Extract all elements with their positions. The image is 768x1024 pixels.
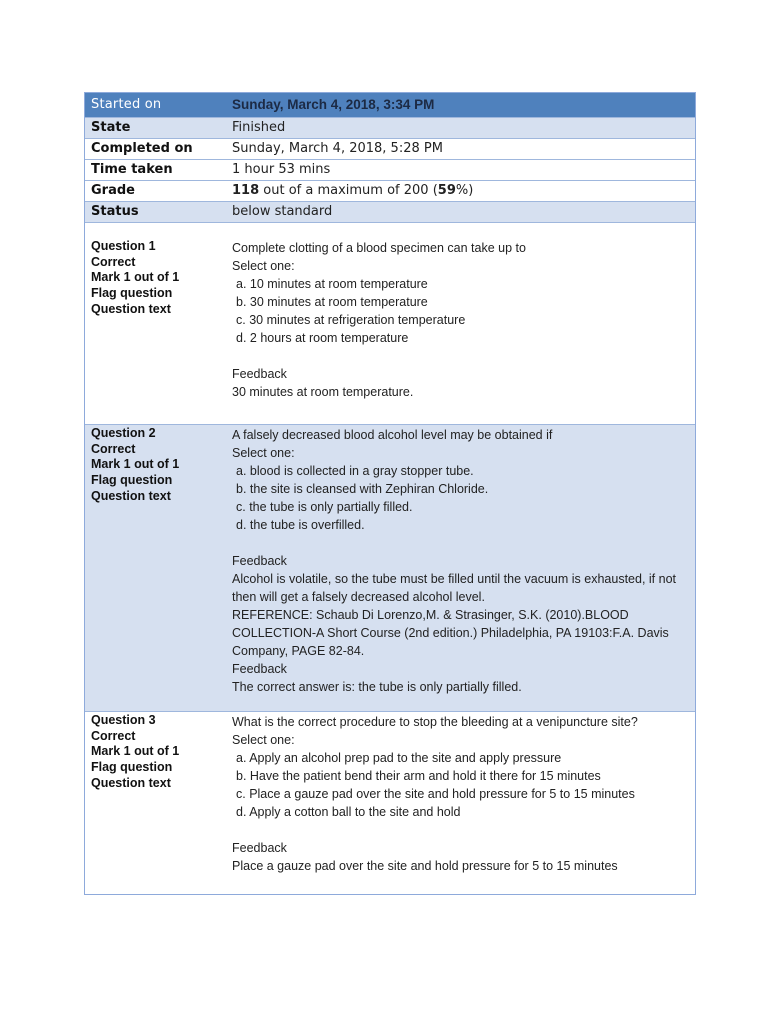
question-number: Question 1 bbox=[91, 239, 156, 253]
select-one-label: Select one: bbox=[232, 446, 295, 460]
grade-value bbox=[227, 181, 695, 201]
select-one-label: Select one: bbox=[232, 259, 295, 273]
feedback-label: Feedback bbox=[232, 367, 287, 381]
grade-row bbox=[85, 181, 695, 202]
time-taken-label: Time taken bbox=[91, 162, 173, 177]
completed-on-label: Completed on bbox=[91, 141, 193, 156]
question-meta bbox=[85, 239, 227, 318]
answer-option[interactable]: b. 30 minutes at room temperature bbox=[236, 295, 428, 309]
state-row bbox=[85, 118, 695, 139]
answer-option[interactable]: b. the site is cleansed with Zephiran Chloride. bbox=[236, 482, 489, 496]
question-text: Complete clotting of a blood specimen can take up to bbox=[232, 241, 526, 255]
answer-option[interactable]: d. 2 hours at room temperature bbox=[236, 331, 409, 345]
started-on-value: Sunday, March 4, 2018, 3:34 PM bbox=[232, 97, 435, 112]
completed-on-value: Sunday, March 4, 2018, 5:28 PM bbox=[232, 141, 443, 156]
question-row bbox=[85, 712, 695, 894]
flag-question-link[interactable]: Flag question bbox=[91, 760, 173, 775]
answer-option[interactable]: b. Have the patient bend their arm and hold it there for 15 minutes bbox=[236, 769, 601, 783]
grade-max: out of a maximum of 200 ( bbox=[259, 183, 438, 198]
time-taken-value: 1 hour 53 mins bbox=[232, 162, 331, 177]
status-value: below standard bbox=[232, 204, 333, 219]
question-mark: Mark 1 out of 1 bbox=[91, 744, 180, 759]
question-number: Question 3 bbox=[91, 713, 156, 727]
quiz-summary-table bbox=[84, 92, 696, 895]
question-result: Correct bbox=[91, 254, 136, 269]
question-body bbox=[227, 426, 695, 696]
answer-option[interactable]: a. blood is collected in a gray stopper tube. bbox=[236, 464, 474, 478]
answer-option[interactable]: a. 10 minutes at room temperature bbox=[236, 277, 428, 291]
question-number: Question 2 bbox=[91, 426, 156, 440]
question-mark: Mark 1 out of 1 bbox=[91, 270, 180, 285]
select-one-label: Select one: bbox=[232, 733, 295, 747]
question-result: Correct bbox=[91, 441, 136, 456]
answer-option[interactable]: a. Apply an alcohol prep pad to the site and apply pressure bbox=[236, 751, 562, 765]
question-mark: Mark 1 out of 1 bbox=[91, 457, 180, 472]
answer-option[interactable]: c. the tube is only partially filled. bbox=[236, 500, 413, 514]
question-text-label: Question text bbox=[91, 488, 171, 503]
flag-question-link[interactable]: Flag question bbox=[91, 286, 173, 301]
time-taken-row bbox=[85, 160, 695, 181]
state-value: Finished bbox=[232, 120, 286, 135]
feedback-text: Place a gauze pad over the site and hold pressure for 5 to 15 minutes bbox=[232, 859, 618, 873]
answer-option[interactable]: d. the tube is overfilled. bbox=[236, 518, 365, 532]
state-label: State bbox=[91, 120, 131, 135]
question-text-label: Question text bbox=[91, 775, 171, 790]
completed-on-row bbox=[85, 139, 695, 160]
grade-score: 118 bbox=[232, 183, 260, 198]
grade-label: Grade bbox=[91, 183, 135, 198]
grade-percent: 59 bbox=[437, 183, 456, 198]
question-result: Correct bbox=[91, 728, 136, 743]
flag-question-link[interactable]: Flag question bbox=[91, 473, 173, 488]
feedback-label: Feedback bbox=[232, 554, 287, 568]
question-body bbox=[227, 239, 695, 401]
feedback-label: Feedback bbox=[232, 841, 287, 855]
question-text-label: Question text bbox=[91, 301, 171, 316]
question-text: What is the correct procedure to stop the bleeding at a venipuncture site? bbox=[232, 715, 638, 729]
question-text: A falsely decreased blood alcohol level may be obtained if bbox=[232, 428, 553, 442]
question-meta bbox=[85, 426, 227, 505]
question-row bbox=[85, 223, 695, 425]
correct-answer-text: The correct answer is: the tube is only partially filled. bbox=[232, 680, 522, 694]
question-meta bbox=[85, 713, 227, 792]
feedback-label: Feedback bbox=[232, 662, 287, 676]
feedback-text: 30 minutes at room temperature. bbox=[232, 385, 414, 399]
reference-text: REFERENCE: Schaub Di Lorenzo,M. & Strasinger, S.K. (2010).BLOOD COLLECTION-A Short Course (2nd edition.) Philadelphia, PA 19103:F.A. Davis Company, PAGE 82-84. bbox=[232, 608, 669, 658]
status-label: Status bbox=[91, 204, 139, 219]
question-body bbox=[227, 713, 695, 875]
feedback-text: Alcohol is volatile, so the tube must be filled until the vacuum is exhausted, if not then will get a falsely decreased alcohol level. bbox=[232, 572, 676, 604]
status-row bbox=[85, 202, 695, 223]
started-on-row bbox=[85, 93, 695, 118]
answer-option[interactable]: c. 30 minutes at refrigeration temperature bbox=[236, 313, 466, 327]
answer-option[interactable]: d. Apply a cotton ball to the site and hold bbox=[236, 805, 461, 819]
answer-option[interactable]: c. Place a gauze pad over the site and hold pressure for 5 to 15 minutes bbox=[236, 787, 635, 801]
started-on-label: Started on bbox=[91, 97, 162, 112]
question-row bbox=[85, 425, 695, 712]
grade-percent-sign: %) bbox=[455, 183, 474, 198]
